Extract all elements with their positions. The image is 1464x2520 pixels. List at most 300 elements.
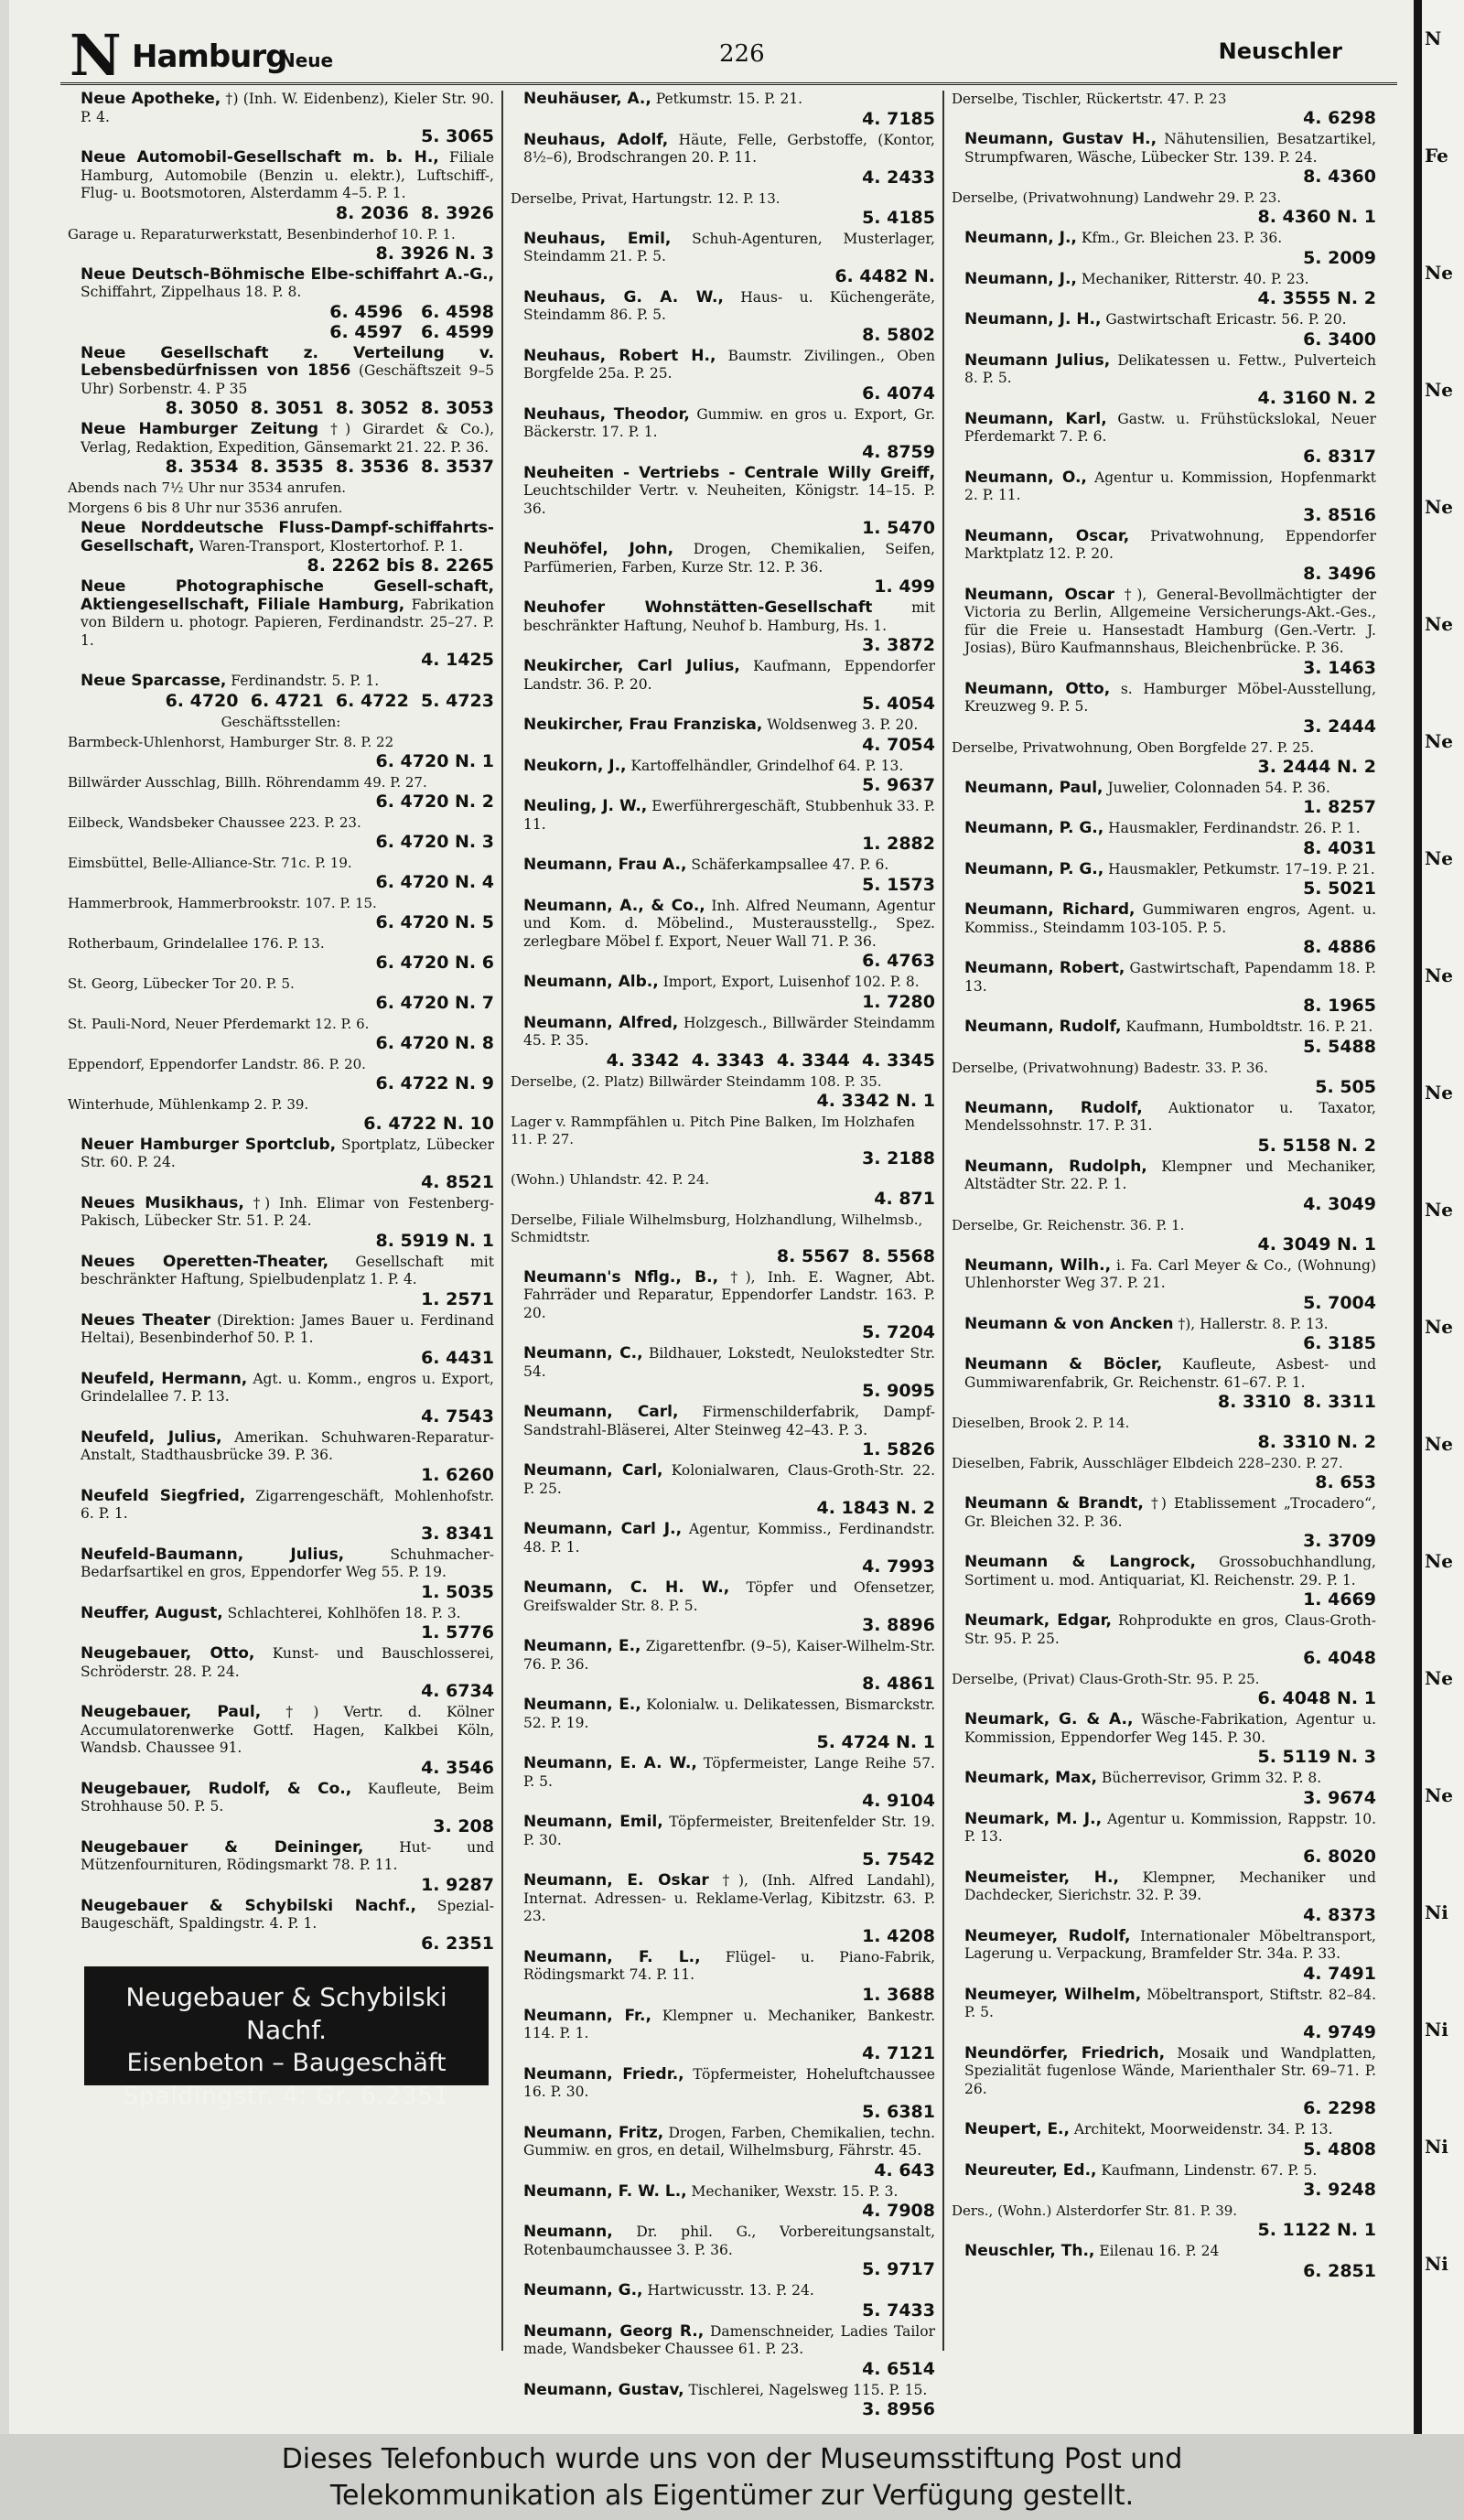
entry-details: Agentur, Kommiss., Ferdinandstr. 48. P. 1. [523, 1521, 935, 1556]
page-header [60, 22, 1397, 89]
directory-entry [952, 1356, 1376, 1412]
phone-numbers: 6. 3185 [1303, 1333, 1376, 1353]
entry-details: Töpfermeister, Hoheluftchaussee 16. P. 30. [523, 2065, 935, 2100]
directory-entry [952, 820, 1376, 858]
entry-details: Privatwohnung, Eppendorfer Marktplatz 12. P. 20. [964, 527, 1377, 562]
sub-entry [952, 91, 1376, 128]
ad-address: Spaldingstr. 4: Gr. 6.2351 [123, 2082, 450, 2110]
entry-details: Hammerbrook, Hammerbrookstr. 107. P. 15. [68, 894, 377, 911]
directory-entry [952, 1770, 1376, 1808]
phone-numbers: 6. 4720 N. 7 [375, 992, 494, 1013]
entry-name: Neumann, G., [523, 2281, 643, 2299]
entry-name: Neuhofer Wohnstätten-Gesellschaft [523, 598, 873, 617]
entry-name: Neumann, Paul, [964, 778, 1103, 797]
entry-details: Kolonialwaren, Claus-Groth-Str. 22. P. 25. [523, 1462, 935, 1497]
entry-name: Neumann, J. H., [964, 310, 1102, 328]
directory-entry [511, 1462, 935, 1518]
entry-name: Neue Hamburger Zeitung [81, 420, 319, 438]
phone-numbers: 4. 3049 N. 1 [1257, 1233, 1376, 1255]
header-letter: N [70, 22, 122, 89]
sub-entry [68, 479, 494, 497]
entry-name: Neues Musikhaus, [81, 1193, 244, 1212]
phone-numbers: 3. 1463 [1303, 657, 1376, 678]
directory-entry [511, 1345, 935, 1401]
phone-numbers: 4. 7054 [862, 734, 935, 755]
sub-entry [68, 1096, 494, 1134]
phone-numbers: 8. 5802 [862, 324, 935, 345]
phone-numbers: 6. 8020 [1303, 1846, 1376, 1867]
sub-entry [511, 1114, 935, 1168]
sub-entry [68, 226, 494, 264]
phone-numbers: 8. 4360 N. 1 [1257, 207, 1376, 227]
binding-edge [1414, 0, 1422, 2434]
entry-details: Wäsche-Fabrikation, Agentur u. Kommission, Eppendorfer Weg 145. P. 30. [964, 1711, 1376, 1746]
phone-numbers: 4. 7491 [1303, 1963, 1376, 1984]
phone-numbers: 3. 9674 [1303, 1787, 1376, 1808]
adjacent-page-fragment: Ne [1425, 262, 1454, 284]
entry-name: Neue Photographische Gesell-schaft, Aktiengesellschaft, Filiale Hamburg, [81, 577, 494, 614]
entry-details: †), General-Bevollmächtigter der Victoria zu Berlin, Allgemeine Versicherungs-Akt.-Ges., für die Freie u. Hansestadt Hamburg (Gen.-Vertr. J. Josias), Büro Kaufmannshaus, Bleichenbrücke. P. 36. [964, 586, 1376, 656]
entry-details: Schuh-Agenturen, Musterlager, Steindamm 21. P. 5. [523, 230, 935, 264]
phone-numbers: 5. 5021 [1303, 878, 1376, 899]
entry-details: Derselbe, (2. Platz) Billwärder Steindamm 108. P. 35. [511, 1072, 882, 1090]
directory-entry [511, 1814, 935, 1869]
sub-entry [68, 855, 494, 892]
entry-details: Dieselben, Fabrik, Ausschläger Elbdeich 228–230. P. 27. [952, 1455, 1343, 1471]
directory-entry [68, 1254, 494, 1309]
ad-business: Eisenbeton – Baugeschäft [126, 2048, 447, 2077]
phone-numbers: 5. 5488 [1303, 1036, 1376, 1057]
directory-entry [511, 658, 935, 714]
entry-name: Neumann & Langrock, [964, 1553, 1196, 1571]
entry-name: Neugebauer, Rudolf, & Co., [81, 1779, 352, 1798]
entry-details: Dr. phil. G., Vorbereitungsanstalt, Rotenbaumchaussee 3. P. 36. [523, 2224, 935, 2258]
phone-numbers: 5. 2009 [1303, 247, 1376, 268]
entry-details: Ewerführergeschäft, Stubbenhuk 33. P. 11. [523, 798, 935, 833]
entry-name: Neuhaus, G. A. W., [523, 287, 724, 307]
entry-name: Neufeld, Hermann, [81, 1369, 248, 1388]
phone-numbers: 8. 3310 N. 2 [1257, 1432, 1376, 1452]
entry-details: Kfm., Gr. Bleichen 23. P. 36. [1081, 230, 1283, 246]
entry-details: Sportplatz, Lübecker Str. 60. P. 24. [81, 1136, 494, 1170]
entry-name: Neumeyer, Rudolf, [964, 1926, 1131, 1945]
phone-numbers: 1. 5826 [862, 1439, 935, 1459]
entry-details: Zigarrengeschäft, Mohlenhofstr. 6. P. 1. [81, 1487, 494, 1522]
entry-name: Neuling, J. W., [523, 797, 648, 815]
phone-numbers: 6. 4596 6. 4598 6. 4597 6. 4599 [329, 301, 494, 342]
phone-numbers: 5. 9637 [862, 775, 935, 795]
entry-details: Architekt, Moorweidenstr. 34. P. 13. [1073, 2121, 1333, 2138]
sub-entry [952, 1671, 1376, 1708]
directory-entry [511, 2323, 935, 2379]
phone-numbers: 5. 7542 [862, 1849, 935, 1869]
directory-entry [952, 1869, 1376, 1925]
phone-numbers: 4. 8759 [862, 441, 935, 462]
entry-details: Morgens 6 bis 8 Uhr nur 3536 anrufen. [68, 500, 343, 516]
phone-numbers: 6. 4048 N. 1 [1257, 1688, 1376, 1708]
entry-details: Kaufleute, Asbest- und Gummiwarenfabrik, Gr. Reichenstr. 61–67. P. 1. [964, 1356, 1377, 1391]
phone-numbers: 6. 4720 N. 3 [375, 831, 494, 852]
phone-numbers: 4. 643 [874, 2159, 935, 2181]
directory-entry [952, 861, 1376, 899]
phone-numbers: 4. 3342 N. 1 [816, 1090, 935, 1111]
entry-name: Neumann, Carl J., [523, 1520, 683, 1538]
entry-details: Schlachterei, Kohlhöfen 18. P. 3. [227, 1604, 461, 1621]
adjacent-page-fragment: N [1425, 27, 1442, 49]
directory-entry [952, 411, 1376, 467]
directory-entry [511, 1521, 935, 1577]
phone-numbers: 4. 6298 [1303, 108, 1376, 128]
entry-details: Gastwirtschaft Ericastr. 56. P. 20. [1105, 311, 1347, 328]
entry-name: Neumann Julius, [964, 350, 1111, 370]
entry-name: Neue Automobil-Gesellschaft m. b. H., [81, 148, 439, 167]
header-city: Hamburg [132, 38, 287, 75]
phone-numbers: 1. 4208 [862, 1925, 935, 1946]
entry-details: St. Georg, Lübecker Tor 20. P. 5. [68, 975, 295, 992]
sub-entry [952, 1455, 1376, 1492]
entry-details: Kaufmann, Eppendorfer Landstr. 36. P. 20. [523, 658, 935, 693]
directory-entry [952, 1987, 1376, 2042]
phone-numbers: 1. 3688 [862, 1984, 935, 2005]
directory-entry [952, 587, 1376, 678]
entry-name: Neumann, Rudolph, [964, 1157, 1147, 1176]
entry-name: Neumann, O., [964, 468, 1087, 487]
entry-name: Neumark, M. J., [964, 1809, 1103, 1828]
phone-numbers: 6. 8317 [1303, 446, 1376, 467]
entry-details: Derselbe, Privat, Hartungstr. 12. P. 13. [511, 189, 780, 207]
entry-name: Neugebauer, Paul, [81, 1703, 262, 1721]
sub-entry [952, 1415, 1376, 1452]
directory-entry [511, 2382, 935, 2420]
phone-numbers: 4. 3342 4. 3343 4. 3344 4. 3345 [606, 1050, 935, 1071]
phone-numbers: 8. 1965 [1303, 996, 1376, 1016]
directory-entry [511, 1269, 935, 1343]
entry-details: Klempner u. Mechaniker, Bankestr. 114. P. 1. [523, 2007, 936, 2041]
sub-entry [68, 814, 494, 852]
phone-numbers: 6. 4722 N. 10 [363, 1113, 494, 1134]
entry-details: Derselbe, (Privatwohnung) Landwehr 29. P. 23. [952, 189, 1282, 206]
phone-numbers: 3. 8896 [862, 1615, 935, 1635]
phone-numbers: 3. 3872 [862, 635, 935, 655]
directory-entry [511, 1755, 935, 1811]
entry-details: Waren-Transport, Klostertorhof. P. 1. [199, 537, 464, 555]
phone-numbers: 5. 5158 N. 2 [1257, 1135, 1376, 1156]
entry-details: Amerikan. Schuhwaren-Reparatur-Anstalt, Stadthausbrücke 39. P. 36. [81, 1428, 494, 1463]
entry-name: Neufeld Siegfried, [81, 1486, 246, 1505]
entry-details: Drogen, Farben, Chemikalien, techn. Gummiw. en gros, en detail, Wilhelmsburg, Fährstr. 45. [523, 2124, 935, 2159]
directory-entry [952, 2243, 1376, 2281]
entry-details: Derselbe, Privatwohnung, Oben Borgfelde 27. P. 25. [952, 738, 1315, 756]
entry-name: Neumann, Rudolf, [964, 1098, 1143, 1117]
sub-entry [952, 189, 1376, 227]
entry-name: Neugebauer, Otto, [81, 1644, 255, 1663]
directory-page [9, 0, 1414, 2434]
phone-numbers: 6. 4482 N. [834, 265, 935, 286]
entry-details: Gesellschaft mit beschränkter Haftung, Spielbudenplatz 1. P. 4. [81, 1253, 494, 1287]
entry-name: Neumann & Böcler, [964, 1355, 1163, 1373]
directory-entry [952, 1100, 1376, 1156]
entry-details: Gastwirtschaft, Papendamm 18. P. 13. [964, 960, 1376, 995]
sub-entry [68, 935, 494, 973]
entry-name: Neumann, Gustav H., [964, 130, 1157, 148]
entry-details: Derselbe, Filiale Wilhelmsburg, Holzhandlung, Wilhelmsb., Schmidtstr. [511, 1211, 923, 1245]
directory-entry [511, 798, 935, 854]
phone-numbers: 8. 4031 [1303, 837, 1376, 858]
entry-details: Abends nach 7½ Uhr nur 3534 anrufen. [68, 479, 347, 496]
entry-name: Neuschler, Th., [964, 2242, 1095, 2260]
directory-columns [60, 90, 1397, 2419]
phone-numbers: 1. 499 [874, 576, 935, 597]
directory-entry [511, 2183, 935, 2222]
entry-name: Neumann, Oscar, [964, 526, 1130, 545]
directory-entry [952, 1257, 1376, 1313]
column-1 [60, 91, 501, 2351]
phone-numbers: 1. 5035 [421, 1581, 494, 1602]
entry-details: Schäferkampsallee 47. P. 6. [691, 856, 889, 873]
adjacent-page-fragment: Ni [1425, 1901, 1448, 1923]
phone-numbers: 5. 4185 [862, 207, 935, 228]
phone-numbers: 4. 7993 [862, 1556, 935, 1577]
phone-numbers: 4. 3160 N. 2 [1257, 387, 1376, 408]
phone-numbers: 5. 3065 [421, 126, 494, 146]
entry-name: Neumann, Oscar [964, 585, 1114, 604]
entry-details: Import, Export, Luisenhof 102. P. 8. [662, 974, 920, 990]
entry-details: Mosaik und Wandplatten, Spezialität fugenlose Wände, Marienthaler Str. 69–71. P. 26. [964, 2044, 1376, 2097]
directory-entry [511, 91, 935, 129]
directory-entry [511, 2282, 935, 2321]
phone-numbers: 4. 1843 N. 2 [816, 1498, 935, 1518]
entry-name: Neumann & Brandt, [964, 1494, 1144, 1513]
entry-details: Eilbeck, Wandsbeker Chaussee 223. P. 23. [68, 813, 361, 831]
directory-entry [511, 541, 935, 597]
phone-numbers: 6. 4720 6. 4721 6. 4722 5. 4723 [165, 690, 494, 711]
entry-details: Agentur u. Kommission, Rappstr. 10. P. 13. [964, 1810, 1376, 1845]
phone-numbers: 8. 653 [1315, 1472, 1376, 1492]
directory-entry [511, 465, 935, 539]
sub-entry [952, 1217, 1376, 1255]
entry-details: Garage u. Reparaturwerkstatt, Besenbinderhof 10. P. 1. [68, 225, 456, 242]
entry-details: Internationaler Möbeltransport, Lagerung u. Verpackung, Bramfelder Str. 34a. P. 33. [964, 1927, 1376, 1962]
directory-entry [511, 2224, 935, 2279]
entry-name: Neue Sparcasse, [81, 672, 227, 690]
footer-line-1: Dieses Telefonbuch wurde uns von der Museumsstiftung Post und [281, 2443, 1183, 2475]
entry-name: Neuer Hamburger Sportclub, [81, 1135, 337, 1154]
entry-name: Neumann & von Ancken [964, 1314, 1174, 1333]
entry-name: Neuhaus, Theodor, [523, 404, 690, 424]
entry-details: (Direktion: James Bauer u. Ferdinand Heltai), Besenbinderhof 50. P. 1. [81, 1311, 494, 1346]
phone-numbers: 8. 3496 [1303, 563, 1376, 584]
entry-name: Neumann, Karl, [964, 409, 1107, 428]
phone-numbers: 6. 4431 [421, 1347, 494, 1368]
directory-entry [511, 758, 935, 796]
adjacent-page-fragment: Fe [1425, 145, 1448, 167]
entry-details: Derselbe, (Privatwohnung) Badestr. 33. P. 36. [952, 1059, 1268, 1076]
entry-details: Eimsbüttel, Belle-Alliance-Str. 71c. P. 19. [68, 854, 352, 871]
phone-numbers: 8. 3534 8. 3535 8. 3536 8. 3537 [165, 457, 494, 477]
directory-entry [511, 856, 935, 895]
directory-entry [68, 266, 494, 342]
directory-entry [952, 780, 1376, 818]
entry-name: Neuhaus, Emil, [523, 229, 672, 248]
entry-name: Neuheiten - Vertriebs - Centrale Willy Greiff, [523, 463, 935, 482]
phone-numbers: 5. 4808 [1303, 2138, 1376, 2159]
entry-name: Neumann, Richard, [964, 900, 1136, 919]
entry-details: Hut- und Mützenfournituren, Rödingsmarkt 78. P. 11. [81, 1838, 495, 1873]
entry-details: Petkumstr. 15. P. 21. [655, 91, 803, 107]
entry-name: Neumann, Fr., [523, 2006, 651, 2025]
phone-numbers: 1. 4669 [1303, 1589, 1376, 1610]
directory-entry [952, 271, 1376, 309]
entry-details: Möbeltransport, Stiftstr. 82–84. P. 5. [964, 1986, 1376, 2020]
entry-details: Bildhauer, Lokstedt, Neulokstedter Str. 54. [523, 1345, 935, 1380]
directory-entry [952, 131, 1376, 187]
entry-details: Juwelier, Colonnaden 54. P. 36. [1107, 779, 1330, 796]
entry-name: Neue Apotheke, [81, 90, 221, 108]
phone-numbers: 1. 9287 [421, 1874, 494, 1895]
adjacent-page-fragment: Ne [1425, 613, 1454, 635]
directory-entry [68, 345, 494, 419]
directory-entry [952, 901, 1376, 957]
entry-name: Neumann, Frau A., [523, 856, 687, 874]
entry-details: †), Hallerstr. 8. P. 13. [1178, 1315, 1329, 1332]
entry-details: Leuchtschilder Vertr. v. Neuheiten, Königstr. 14–15. P. 36. [523, 482, 935, 517]
entry-details: Gummiw. en gros u. Export, Gr. Bäckerstr. 17. P. 1. [523, 405, 935, 440]
phone-numbers: 3. 8341 [421, 1523, 494, 1544]
phone-numbers: 5. 7004 [1303, 1292, 1376, 1313]
entry-name: Neumark, Edgar, [964, 1611, 1112, 1630]
entry-details: Kaufleute, Beim Strohhause 50. P. 5. [81, 1780, 494, 1815]
entry-details: Gastw. u. Frühstückslokal, Neuer Pferdemarkt 7. P. 6. [964, 410, 1376, 445]
entry-details: Agt. u. Komm., engros u. Export, Grindelallee 7. P. 13. [81, 1370, 494, 1405]
phone-numbers: 1. 6260 [421, 1464, 494, 1485]
entry-name: Neues Theater [81, 1310, 211, 1330]
entry-details: Grossobuchhandlung, Sortiment u. mod. Antiquariat, Kl. Reichenstr. 29. P. 1. [964, 1554, 1376, 1588]
entry-details: Baumstr. Zivilingen., Oben Borgfelde 25a. P. 25. [523, 347, 935, 382]
sub-entry [68, 734, 494, 771]
phone-numbers: 1. 5776 [421, 1622, 494, 1642]
advertisement-box [84, 1966, 489, 2110]
entry-name: Neumann, F. L., [523, 1947, 701, 1966]
directory-entry [68, 578, 494, 670]
entry-details: Flügel- u. Piano-Fabrik, Rödingsmarkt 74. P. 11. [523, 1948, 936, 1983]
sub-entry [68, 774, 494, 812]
phone-numbers: 4. 2433 [862, 167, 935, 188]
phone-numbers: 4. 871 [874, 1188, 935, 1209]
phone-numbers: 6. 4720 N. 2 [375, 791, 494, 812]
entry-details: Häute, Felle, Gerbstoffe, (Kontor, 8½–6), Brodschrangen 20. P. 11. [523, 131, 935, 166]
directory-entry [952, 2121, 1376, 2159]
entry-details: mit beschränkter Haftung, Neuhof b. Hamburg, Hs. 1. [523, 599, 935, 634]
entry-details: Geschäftsstellen: [221, 713, 341, 730]
entry-details: Kaufmann, Lindenstr. 67. P. 5. [1101, 2161, 1318, 2179]
entry-details: Rotherbaum, Grindelallee 176. P. 13. [68, 934, 325, 952]
phone-numbers: 8. 2262 bis 8. 2265 [307, 555, 494, 576]
adjacent-page-fragment: Ne [1425, 1082, 1454, 1104]
phone-numbers: 4. 7185 [862, 108, 935, 129]
phone-numbers: 3. 8516 [1303, 504, 1376, 525]
directory-entry [68, 1839, 494, 1895]
entry-name: Neumann, E., [523, 1637, 641, 1655]
phone-numbers: 8. 5567 8. 5568 [776, 1245, 935, 1266]
phone-numbers: 4. 7908 [862, 2201, 935, 2221]
entry-details: Inh. Alfred Neumann, Agentur und Kom. d. Möbelind., Musterausstellg., Spez. zerlegbare Möbel f. Export, Neuer Wall 71. P. 36. [523, 897, 936, 950]
directory-entry [952, 960, 1376, 1016]
entry-name: Neumann, Carl, [523, 1403, 679, 1421]
directory-entry [68, 91, 494, 146]
entry-details: Kolonialw. u. Delikatessen, Bismarckstr. 52. P. 19. [523, 1696, 935, 1731]
directory-entry [68, 1704, 494, 1778]
entry-details: s. Hamburger Möbel-Ausstellung, Kreuzweg 9. P. 5. [964, 680, 1376, 715]
entry-name: Neuhaus, Robert H., [523, 346, 716, 365]
sub-entry [511, 1073, 935, 1111]
entry-name: Neureuter, Ed., [964, 2160, 1097, 2180]
phone-numbers: 6. 4048 [1303, 1648, 1376, 1668]
phone-numbers: 5. 5119 N. 3 [1257, 1747, 1376, 1767]
directory-entry [68, 1136, 494, 1192]
directory-entry [952, 1495, 1376, 1551]
sub-entry [68, 1016, 494, 1053]
ad-company: Neugebauer & Schybilski Nachf. [125, 1981, 447, 2045]
directory-entry [952, 1158, 1376, 1214]
phone-numbers: 3. 208 [433, 1815, 494, 1836]
adjacent-page-fragment: Ne [1425, 1550, 1454, 1572]
phone-numbers: 8. 3050 8. 3051 8. 3052 8. 3053 [165, 398, 494, 418]
directory-entry [511, 289, 935, 345]
entry-name: Neumann, C., [523, 1344, 643, 1362]
entry-details: Zigarettenfbr. (9–5), Kaiser-Wilhelm-Str. 76. P. 36. [523, 1638, 935, 1673]
entry-details: Klempner, Mechaniker und Dachdecker, Sierichstr. 32. P. 39. [964, 1868, 1376, 1903]
entry-details: †), Inh. E. Wagner, Abt. Fahrräder und Reparatur, Eppendorfer Landstr. 163. P. 20. [523, 1268, 936, 1321]
entry-name: Neumann, Robert, [964, 959, 1125, 977]
phone-numbers: 8. 3926 N. 3 [375, 242, 494, 264]
directory-entry [511, 231, 935, 286]
adjacent-page-fragment: Ne [1425, 1667, 1454, 1689]
entry-name: Neues Operetten-Theater, [81, 1252, 329, 1271]
entry-name: Neugebauer & Deininger, [81, 1837, 364, 1857]
sub-entry [952, 739, 1376, 777]
entry-details: Drogen, Chemikalien, Seifen, Parfümerien, Farben, Kurze Str. 12. P. 36. [523, 541, 935, 576]
entry-details: Töpfermeister, Breitenfelder Str. 19. P. 30. [523, 1814, 935, 1848]
phone-numbers: 6. 4720 N. 4 [375, 871, 494, 892]
directory-entry [511, 2125, 935, 2181]
directory-entry [68, 1546, 494, 1602]
adjacent-page-fragment: Ni [1425, 2136, 1448, 2158]
phone-numbers: 6. 2851 [1303, 2260, 1376, 2281]
phone-numbers: 3. 8956 [862, 2399, 935, 2419]
phone-numbers: 8. 2036 8. 3926 [335, 202, 494, 223]
directory-entry [952, 2045, 1376, 2119]
entry-details: Barmbeck-Uhlenhorst, Hamburger Str. 8. P. 22 [68, 733, 394, 750]
phone-numbers: 4. 8373 [1303, 1904, 1376, 1925]
entry-name: Neumann, Wilh., [964, 1255, 1112, 1275]
sub-entry [511, 1171, 935, 1209]
entry-name: Neuhaus, Adolf, [523, 130, 669, 149]
entry-name: Neumann, Gustav, [523, 2380, 684, 2399]
directory-entry [952, 1018, 1376, 1057]
directory-entry [952, 230, 1376, 268]
directory-entry [952, 1811, 1376, 1867]
entry-name: Neukircher, Frau Franziska, [523, 716, 763, 734]
sub-entry [68, 1056, 494, 1093]
sub-entry [511, 1212, 935, 1266]
entry-name: Neumann's Nflg., B., [523, 1267, 719, 1287]
entry-name: Neumann, Rudolf, [964, 1018, 1122, 1036]
phone-numbers: 6. 4720 N. 6 [375, 952, 494, 973]
sub-entry [68, 975, 494, 1013]
entry-details: Ders., (Wohn.) Alsterdorfer Str. 81. P. 39. [952, 2202, 1238, 2219]
entry-details: Mechaniker, Wexstr. 15. P. 3. [691, 2182, 899, 2200]
phone-numbers: 4. 3546 [421, 1757, 494, 1778]
